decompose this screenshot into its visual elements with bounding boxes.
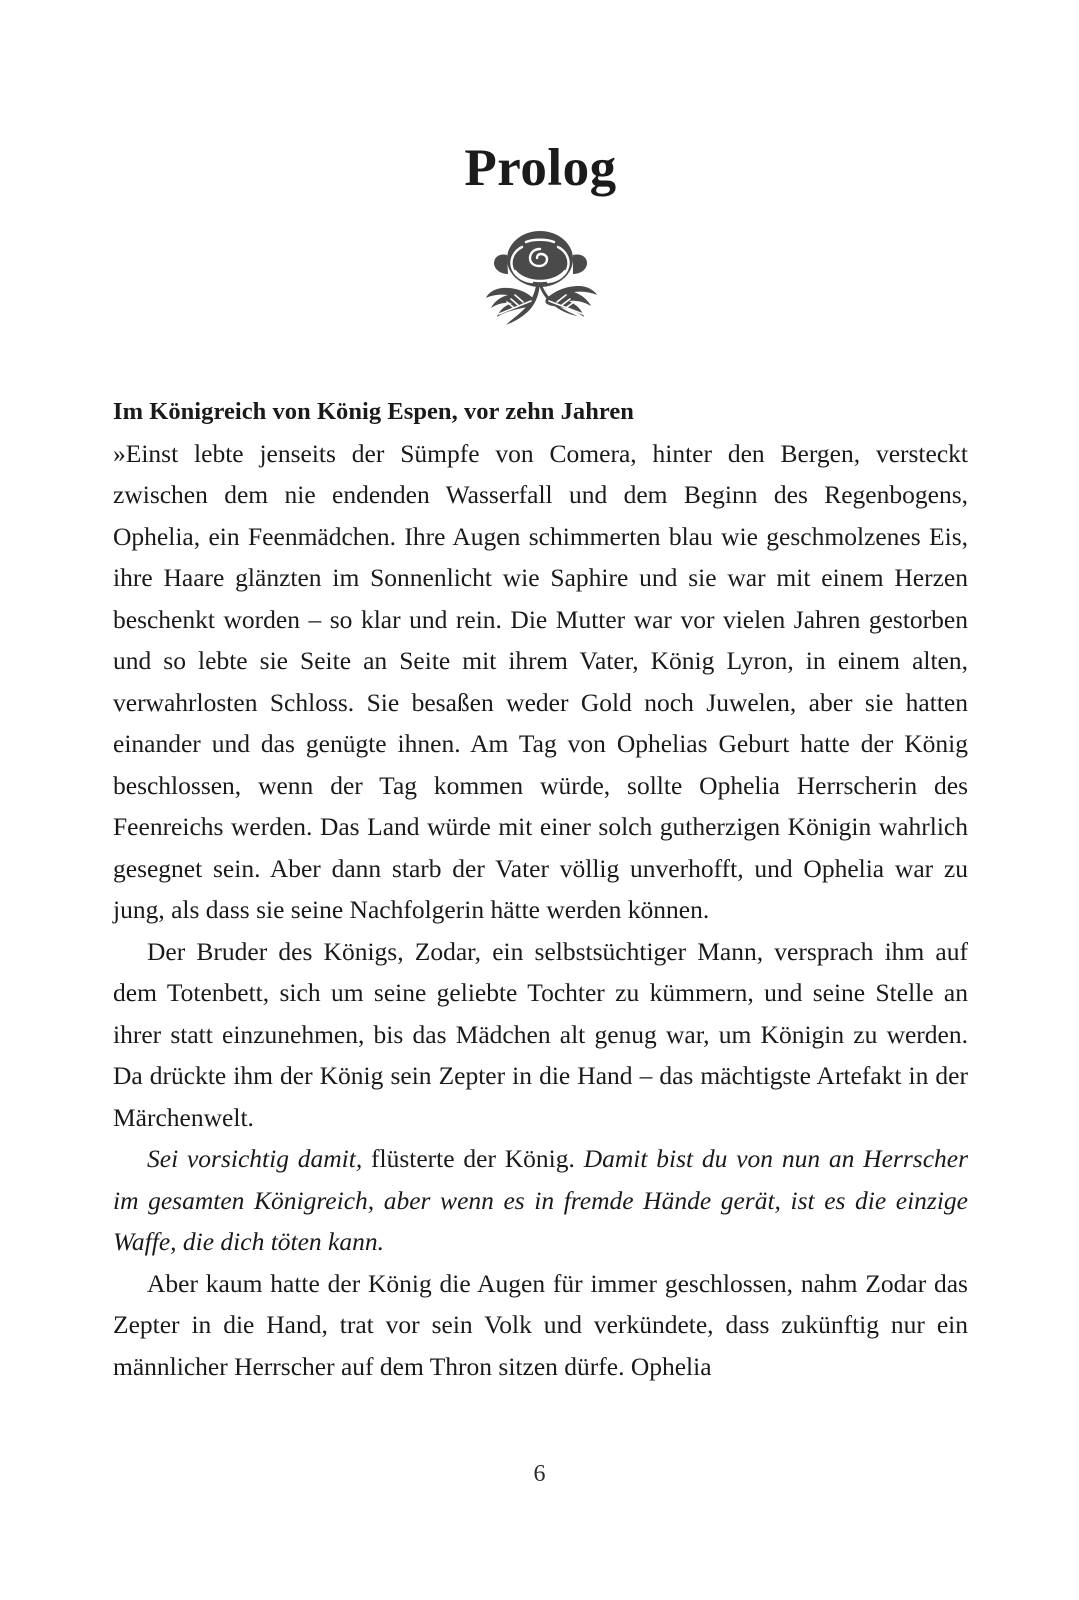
paragraph-3 (113, 1138, 968, 1263)
paragraph-4: Aber kaum hatte der König die Augen für immer geschlossen, nahm Zodar das Zepter in die Hand, trat vor sein Volk und verkündete, dass zukünftig nur ein männlicher Herrscher auf dem Thron sitzen dürfe. Ophelia (113, 1268, 968, 1381)
paragraph-3-roman-middle: flüsterte der König. (362, 1144, 584, 1173)
page-content (113, 0, 968, 1387)
body-text-block (113, 391, 968, 1387)
rose-ornament (113, 229, 968, 339)
paragraph-3-italic-open: Sei vorsichtig damit, (147, 1144, 363, 1173)
rose-icon (482, 229, 600, 337)
section-subheading: Im Königreich von König Espen, vor zehn Jahren (113, 398, 634, 425)
page-number: 6 (533, 1461, 546, 1487)
page-title: Prolog (464, 139, 617, 197)
paragraph-1: »Einst lebte jenseits der Sümpfe von Comera, hinter den Bergen, versteckt zwischen dem nie endenden Wasserfall und dem Beginn des Regenbogens, Ophelia, ein Feenmädchen. Ihre Augen schimmerten blau wie geschmolzenes Eis, ihre Haare glänzten im Sonnenlicht wie Saphire und sie war mit einem Herzen beschenkt worden – so klar und rein. Die Mutter war vor vielen Jahren gestorben und so lebte sie Seite an Seite mit ihrem Vater, König Lyron, in einem alten, verwahrlosten Schloss. Sie besaßen weder Gold noch Juwelen, aber sie hatten einander und das genügte ihnen. Am Tag von Ophelias Geburt hatte der König beschlossen, wenn der Tag kommen würde, sollte Ophelia Herrscherin des Feenreichs werden. Das Land würde mit einer solch gutherzigen Königin wahrlich gesegnet sein. Aber dann starb der Vater völlig unverhofft, und Ophelia war zu jung, als dass sie seine Nachfolgerin hätte werden können. (113, 438, 968, 924)
paragraph-3-italic-rest: Damit bist du von nun an Herrscher im gesamten Königreich, aber wenn es in fremde Hände gerät, ist es die einzige Waffe, die dich töten kann. (113, 1144, 968, 1256)
paragraph-2: Der Bruder des Königs, Zodar, ein selbstsüchtiger Mann, versprach ihm auf dem Totenbett, sich um seine geliebte Tochter zu kümmern, und seine Stelle an ihrer statt einzunehmen, bis das Mädchen alt genug war, um Königin zu werden. Da drückte ihm der König sein Zepter in die Hand – das mächtigste Artefakt in der Märchenwelt. (113, 936, 968, 1132)
